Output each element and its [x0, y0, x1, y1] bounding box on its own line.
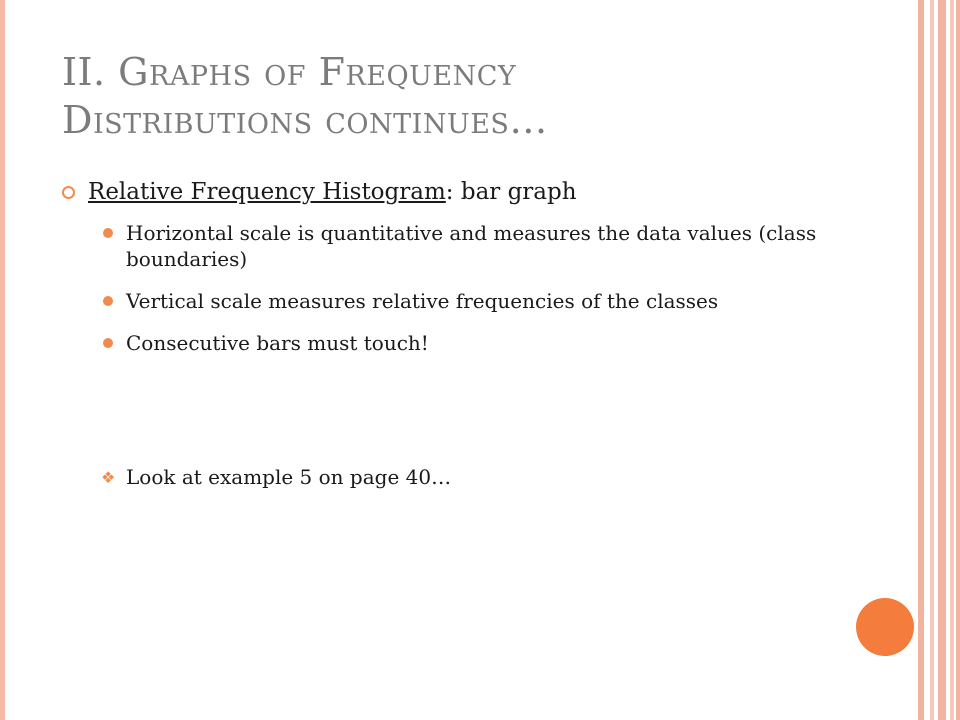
orange-circle-decoration [856, 598, 914, 656]
stripe [930, 0, 934, 720]
note-text: Look at example 5 on page 40… [126, 465, 452, 489]
main-bullet-rest: : bar graph [445, 179, 577, 205]
stripe [950, 0, 954, 720]
dot-bullet-icon [103, 228, 113, 238]
slide-content [62, 176, 822, 490]
title-line-2: Distributions continues… [62, 98, 548, 142]
main-bullet [62, 176, 822, 208]
dot-bullet-icon [103, 296, 113, 306]
ring-bullet-icon [62, 186, 75, 199]
sub-bullet [62, 330, 822, 356]
title-line-1: II. Graphs of Frequency [62, 50, 517, 94]
left-border-decoration [0, 0, 5, 720]
dot-bullet-icon [103, 338, 113, 348]
main-bullet-term: Relative Frequency Histogram [88, 179, 446, 205]
diamond-bullet-icon: ❖ [101, 468, 116, 487]
sub-bullet [62, 288, 822, 314]
right-stripes-decoration [918, 0, 960, 720]
sub-bullet-text: Horizontal scale is quantitative and measures the data values (class boundaries) [126, 221, 817, 271]
note-bullet [62, 464, 822, 490]
stripe [918, 0, 924, 720]
stripe [938, 0, 946, 720]
stripe [956, 0, 960, 720]
sub-bullet-text: Vertical scale measures relative frequencies of the classes [126, 289, 719, 313]
sub-bullet-text: Consecutive bars must touch! [126, 331, 429, 355]
sub-bullet [62, 220, 822, 272]
slide-title [62, 48, 822, 144]
